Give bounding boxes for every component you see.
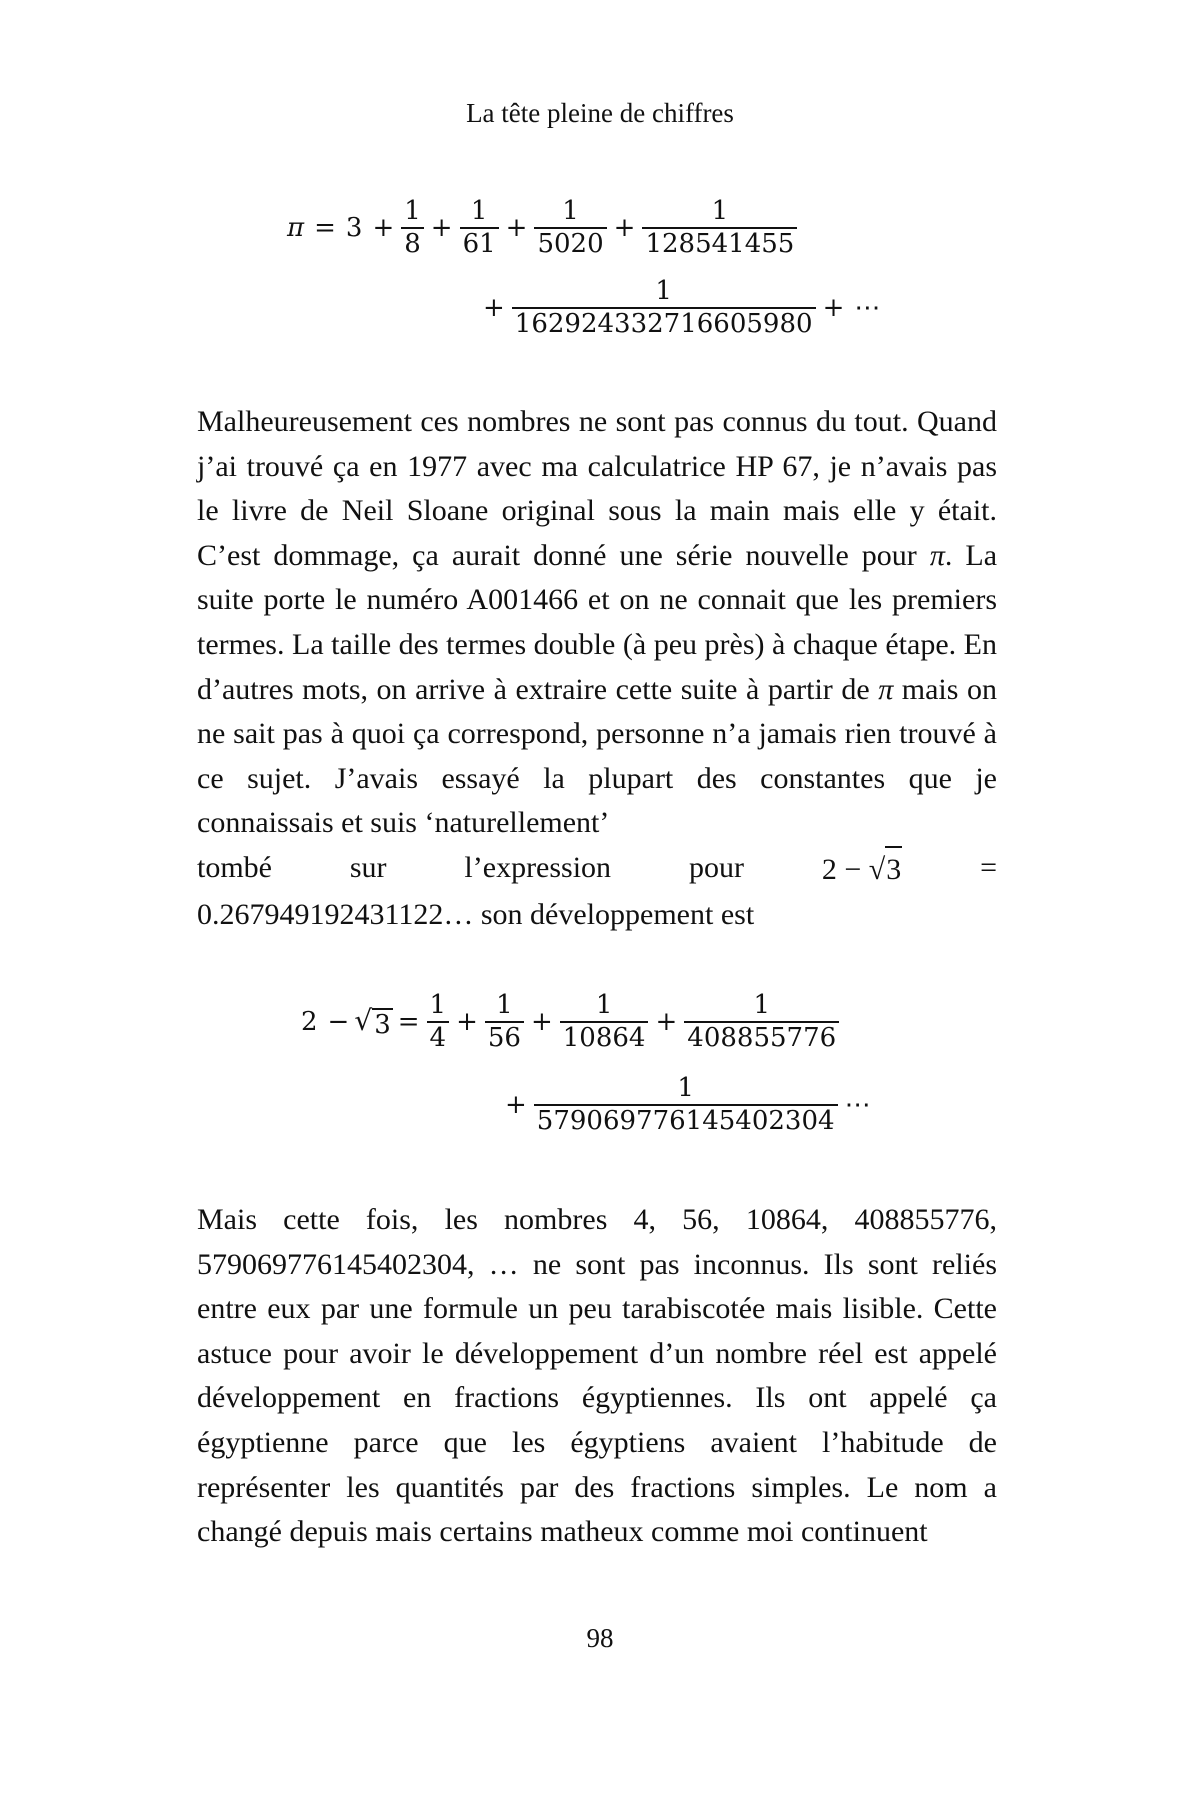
denominator: 579069776145402304 — [534, 1104, 838, 1137]
minus-sign: − — [327, 1007, 350, 1037]
page-number: 98 — [586, 1623, 614, 1653]
two: 2 — [301, 1007, 318, 1037]
word: sur — [349, 850, 387, 884]
radicand: 3 — [885, 846, 902, 893]
ellipsis: ⋯ — [844, 1090, 871, 1120]
plus-sign: + — [613, 213, 636, 243]
paragraph-1-final-line: 0.267949192431122… son développement est — [197, 897, 755, 931]
denominator: 61 — [460, 227, 499, 260]
denominator: 5020 — [534, 227, 606, 260]
equation-root-line-1 — [296, 990, 841, 1054]
denominator: 4 — [427, 1021, 450, 1054]
paragraph-1 — [197, 400, 997, 937]
numerator: 1 — [753, 990, 770, 1020]
numerator: 1 — [429, 990, 447, 1020]
ellipsis: ⋯ — [854, 293, 881, 323]
square-root — [354, 1004, 392, 1040]
numerator: 1 — [470, 196, 488, 226]
pi-symbol: π — [878, 672, 894, 706]
fraction — [682, 990, 841, 1054]
paragraph-1-text-a: Malheureusement ces nombres ne sont pas connus du tout. Quand j’ai trouvé ça en 1977 avec ma calculatrice HP 67, je n’avais pas le livre de Neil Sloane original sous la main mais elle y était. C’est dommage, ça aurait donné une série nouvelle pour — [197, 405, 997, 572]
numerator: 1 — [404, 196, 421, 226]
equation-pi-line-2 — [478, 276, 885, 340]
plus-sign: + — [822, 293, 845, 323]
running-header: La tête pleine de chiffres — [466, 98, 734, 128]
equation-pi-line-1 — [282, 196, 799, 260]
plus-sign: + — [505, 213, 528, 243]
denominator: 56 — [485, 1021, 524, 1054]
fraction — [558, 990, 651, 1054]
pi-symbol: π — [929, 538, 945, 572]
fraction — [532, 196, 608, 260]
equation-pi-series — [282, 196, 799, 260]
numerator: 1 — [562, 196, 579, 226]
plus-sign: + — [430, 213, 453, 243]
paragraph-1-text-b: . La suite porte le numéro A001466 et on ne connait que les premiers termes. La taille des termes double (à peu près) à chaque étape. En d’autres mots, on arrive à extraire cette suite à partir de — [197, 538, 998, 706]
pi-symbol: π — [287, 213, 305, 243]
fraction — [532, 1073, 840, 1137]
numerator: 1 — [711, 196, 729, 226]
fraction — [458, 196, 501, 260]
denominator: 10864 — [560, 1021, 649, 1054]
equation-root-line-2 — [500, 1073, 876, 1137]
integer-part: 3 — [345, 213, 363, 243]
fraction — [640, 196, 799, 260]
word: pour — [688, 850, 744, 884]
radical-sign: √ — [354, 1004, 373, 1037]
inline-expression: 2 − √ 3 — [822, 846, 902, 893]
paragraph-1-text-c: mais on ne sait pas à quoi ça correspond, personne n’a jamais rien trouvé à ce sujet. J’avais essayé la plupart des constantes que je connaissais et suis ‘naturellement’ — [197, 672, 997, 840]
numerator: 1 — [496, 990, 513, 1020]
equation-root-series — [296, 990, 841, 1054]
denominator: 408855776 — [684, 1021, 839, 1054]
plus-sign: + — [456, 1007, 478, 1037]
plus-sign: + — [372, 213, 395, 243]
fraction — [510, 276, 818, 340]
fraction — [483, 990, 526, 1054]
plus-sign: + — [505, 1090, 527, 1120]
equals-sign: = — [980, 850, 997, 884]
fraction — [399, 196, 426, 260]
numerator: 1 — [595, 990, 613, 1020]
denominator: 128541455 — [642, 227, 797, 260]
denominator: 8 — [401, 227, 424, 260]
fraction — [425, 990, 452, 1054]
equals-sign: = — [314, 213, 336, 243]
paragraph-1-stretched-line — [197, 846, 997, 893]
numerator: 1 — [655, 276, 672, 306]
plus-sign: + — [530, 1007, 553, 1037]
numerator: 1 — [677, 1073, 694, 1103]
word: tombé — [197, 850, 272, 884]
expression-prefix: 2 − — [821, 852, 862, 886]
denominator: 162924332716605980 — [512, 307, 816, 340]
plus-sign: + — [655, 1007, 678, 1037]
plus-sign: + — [483, 293, 505, 323]
radicand: 3 — [374, 1010, 391, 1040]
word: l’expression — [464, 850, 612, 884]
equals-sign: = — [397, 1007, 420, 1037]
paragraph-2: Mais cette fois, les nombres 4, 56, 10864, 408855776, 579069776145402304, … ne sont pas inconnus. Ils sont reliés entre eux par une formule un peu tarabiscotée mais lisible. Cette astuce pour avoir le développement d’un nombre réel est appelé développement en fractions égyptiennes. Ils ont appelé ça égyptienne parce que les égyptiens avaient l’habitude de représenter les quantités par des fractions simples. Le nom a changé depuis mais certains matheux comme moi continuent — [197, 1203, 997, 1549]
